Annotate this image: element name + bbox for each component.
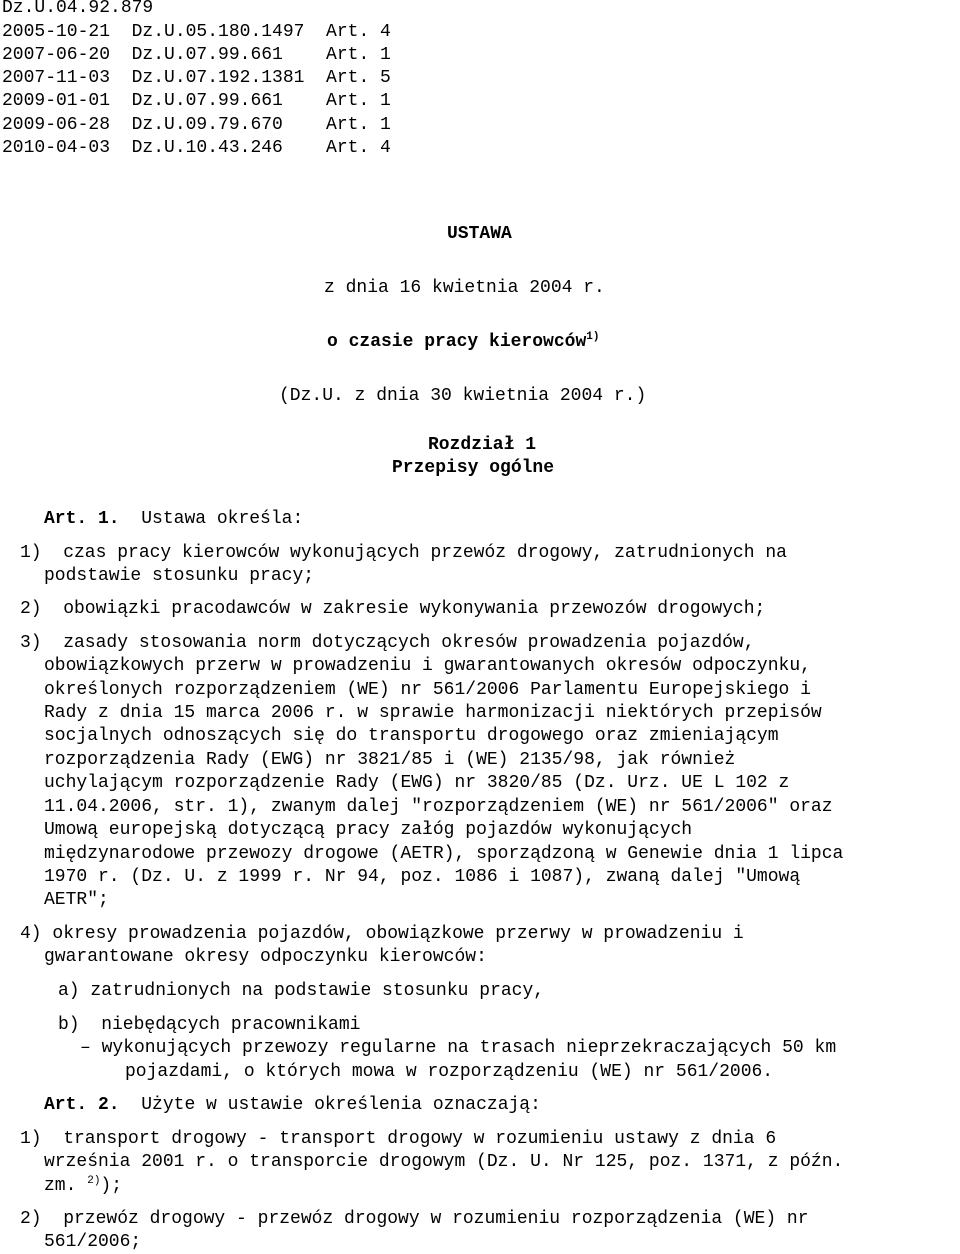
art2-point-1-cont: września 2001 r. o transporcie drogowym (Dz. U. Nr 125, poz. 1371, z późn. <box>44 1152 844 1172</box>
art2-point-1: 1) transport drogowy - transport drogowy w rozumieniu ustawy z dnia 6 <box>20 1129 777 1149</box>
art1-point-2: 2) obowiązki pracodawców w zakresie wykonywania przewozów drogowych; <box>20 599 766 619</box>
art1-point-3-cont: międzynarodowe przewozy drogowe (AETR), sporządzoną w Genewie dnia 1 lipca <box>44 844 844 864</box>
chapter-number: Rozdział 1 <box>428 435 537 455</box>
art1-point-4b: b) niebędących pracownikami <box>58 1015 361 1035</box>
art2-point-2-cont: 561/2006; <box>44 1232 142 1252</box>
art1-heading <box>44 508 303 531</box>
chapter-name: Przepisy ogólne <box>392 458 555 478</box>
art1-point-3-cont: 1970 r. (Dz. U. z 1999 r. Nr 94, poz. 1086 i 1087), zwaną dalej "Umową <box>44 867 801 887</box>
amendment-line: 2009-06-28 Dz.U.09.79.670 Art. 1 <box>2 115 391 135</box>
art1-point-3-cont: uchylającym rozporządzenie Rady (EWG) nr 3820/85 (Dz. Urz. UE L 102 z <box>44 773 790 793</box>
art1-point-3: 3) zasady stosowania norm dotyczących okresów prowadzenia pojazdów, <box>20 633 755 653</box>
art1-point-3-cont: Umową europejską dotyczącą pracy załóg pojazdów wykonujących <box>44 820 693 840</box>
footnote-ref: 1) <box>586 331 600 343</box>
article-intro: Ustawa określa: <box>141 509 304 529</box>
art1-point-3-cont: 11.04.2006, str. 1), zwanym dalej "rozporządzeniem (WE) nr 561/2006" oraz <box>44 797 833 817</box>
art1-point-4-cont: gwarantowane okresy odpoczynku kierowców: <box>44 947 487 967</box>
art1-point-4: 4) okresy prowadzenia pojazdów, obowiązkowe przerwy w prowadzeniu i <box>20 924 744 944</box>
art1-point-3-cont: rozporządzenia Rady (EWG) nr 3821/85 i (WE) 2135/98, jak również <box>44 750 736 770</box>
art1-point-3-cont: socjalnych odnoszących się do transportu drogowego oraz zmieniającym <box>44 726 779 746</box>
amendment-line: 2005-10-21 Dz.U.05.180.1497 Art. 4 <box>2 22 391 42</box>
art1-point-4b-dash-cont: pojazdami, o których mowa w rozporządzeniu (WE) nr 561/2006. <box>125 1062 774 1082</box>
art2-point-1-end: ); <box>100 1176 123 1196</box>
act-subject-text: o czasie pracy kierowców <box>327 332 587 352</box>
art2-point-1-cont <box>44 1175 122 1198</box>
publication-info: (Dz.U. z dnia 30 kwietnia 2004 r.) <box>279 386 647 406</box>
amendment-line: 2010-04-03 Dz.U.10.43.246 Art. 4 <box>2 138 391 158</box>
art2-point-2: 2) przewóz drogowy - przewóz drogowy w rozumieniu rozporządzenia (WE) nr <box>20 1209 809 1229</box>
amendment-line: 2009-01-01 Dz.U.07.99.661 Art. 1 <box>2 91 391 111</box>
footnote-ref: 2) <box>87 1175 101 1187</box>
art1-point-1: 1) czas pracy kierowców wykonujących przewóz drogowy, zatrudnionych na <box>20 543 787 563</box>
amendment-line: Dz.U.04.92.879 <box>2 0 154 18</box>
art1-point-3-cont: określonych rozporządzeniem (WE) nr 561/2006 Parlamentu Europejskiego i <box>44 680 811 700</box>
act-subject <box>327 331 599 354</box>
art1-point-3-cont: obowiązkowych przerw w prowadzeniu i gwarantowanych okresów odpoczynku, <box>44 656 811 676</box>
art1-point-1-cont: podstawie stosunku pracy; <box>44 566 315 586</box>
act-date: z dnia 16 kwietnia 2004 r. <box>324 278 605 298</box>
article-label: Art. 1. <box>44 509 120 529</box>
amendment-line: 2007-11-03 Dz.U.07.192.1381 Art. 5 <box>2 68 391 88</box>
act-title: USTAWA <box>447 224 512 244</box>
art1-point-4a: a) zatrudnionych na podstawie stosunku pracy, <box>58 981 545 1001</box>
art2-heading <box>44 1094 541 1117</box>
amendment-line: 2007-06-20 Dz.U.07.99.661 Art. 1 <box>2 45 391 65</box>
article-label: Art. 2. <box>44 1095 120 1115</box>
art1-point-4b-dash: – wykonujących przewozy regularne na trasach nieprzekraczających 50 km <box>80 1038 837 1058</box>
art1-point-3-cont: AETR"; <box>44 890 109 910</box>
art2-point-1-text: zm. <box>44 1176 77 1196</box>
article-intro: Użyte w ustawie określenia oznaczają: <box>141 1095 541 1115</box>
art1-point-3-cont: Rady z dnia 15 marca 2006 r. w sprawie harmonizacji niektórych przepisów <box>44 703 822 723</box>
